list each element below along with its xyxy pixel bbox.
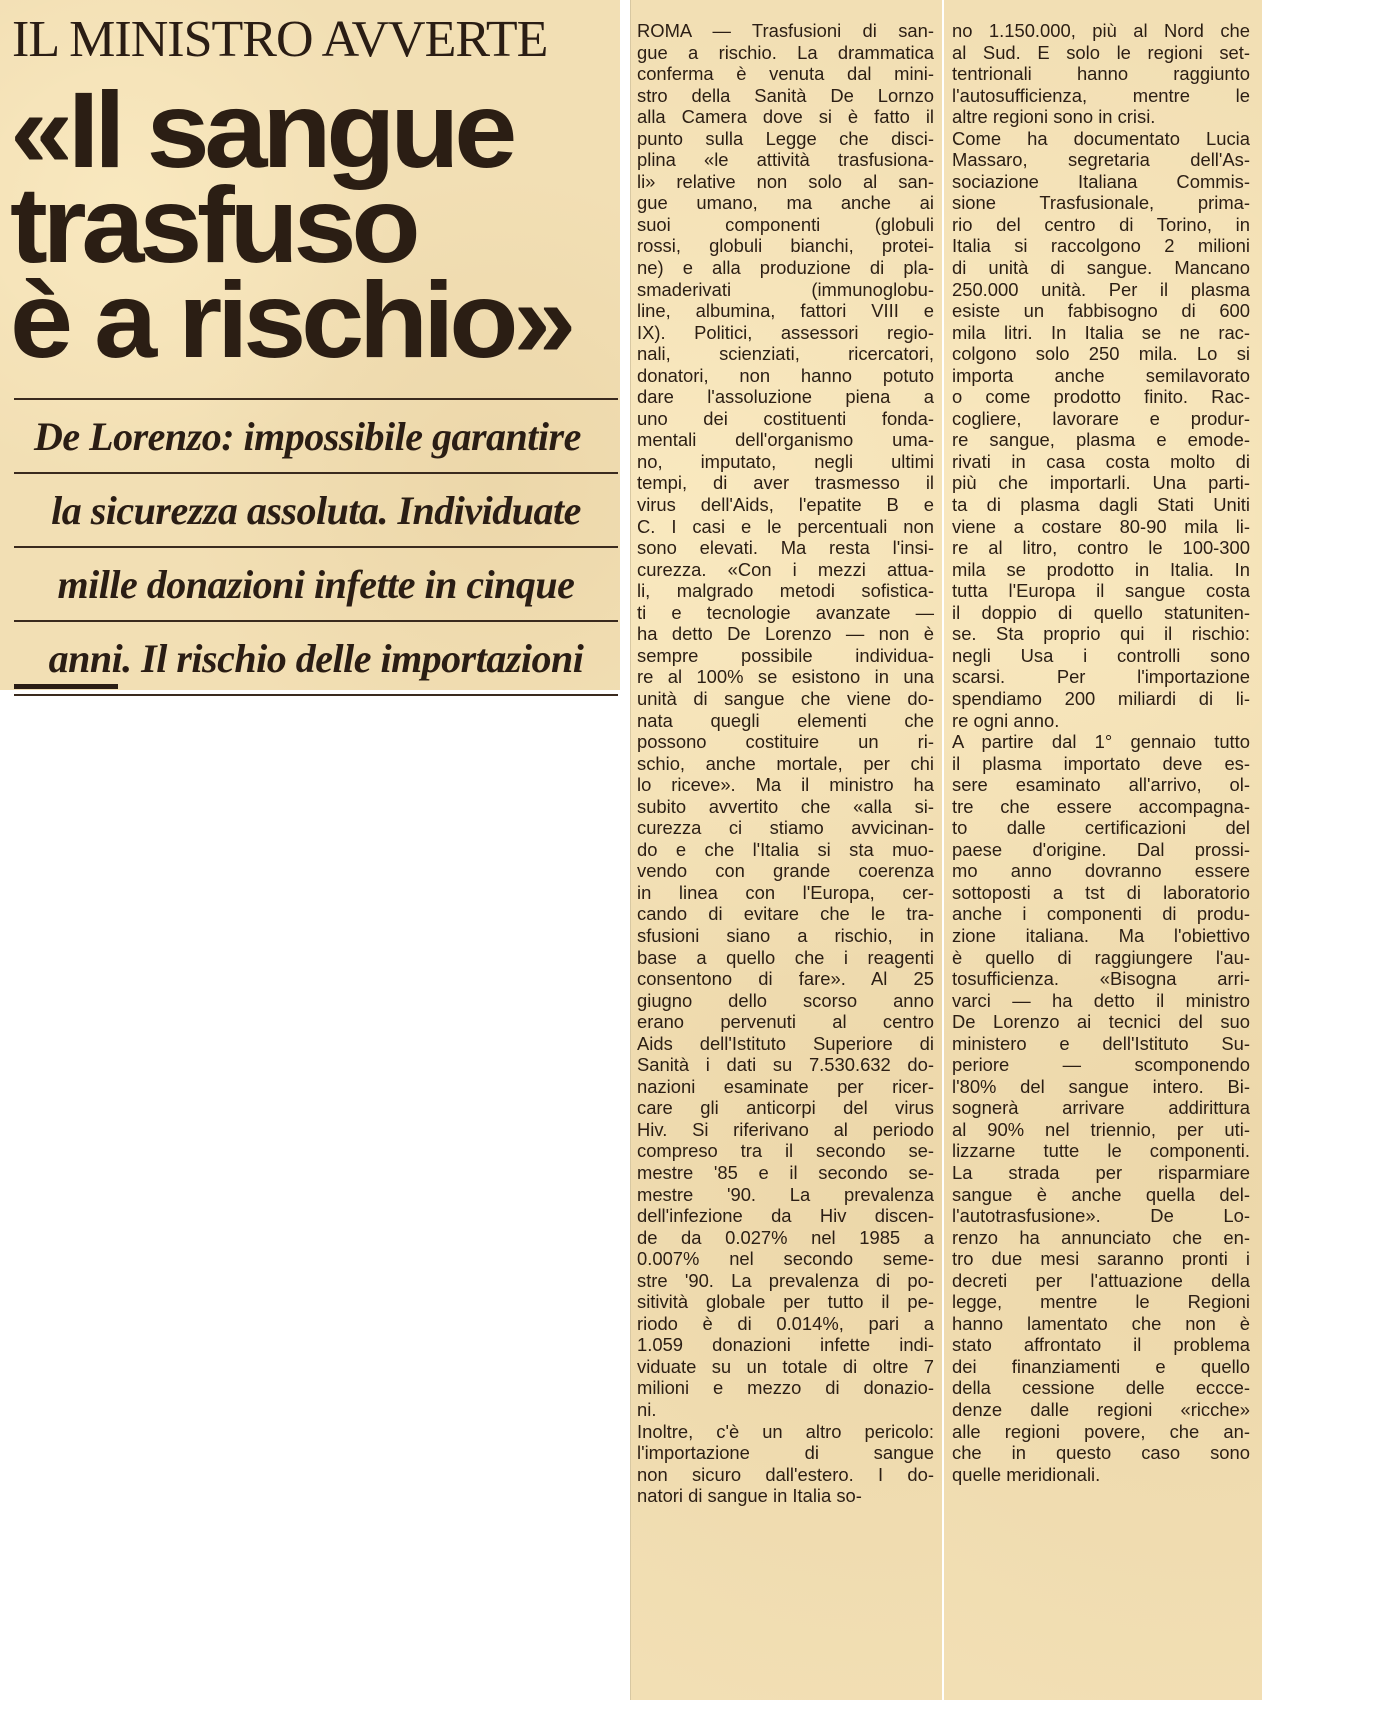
article-text-line: vendo con grande coerenza: [637, 860, 934, 882]
article-text-line: ta di plasma dagli Stati Uniti: [952, 494, 1250, 516]
article-text-line: tro due mesi saranno pronti i: [952, 1248, 1250, 1270]
article-text-line: altre regioni sono in crisi.: [952, 106, 1156, 128]
article-text-line: periore — scomponendo: [952, 1054, 1250, 1076]
article-text-line: gue umano, ma anche ai: [637, 192, 934, 214]
article-text-line: erano pervenuti al centro: [637, 1011, 934, 1033]
article-text-line: to dalle certificazioni del: [952, 817, 1250, 839]
article-text-line: rivati in casa costa molto di: [952, 450, 1250, 472]
kicker: IL MINISTRO AVVERTE: [12, 11, 548, 68]
article-text-line: sognerà arrivare addirittura: [952, 1097, 1250, 1119]
article-text-line: nali, scienziati, ricercatori,: [637, 343, 934, 365]
deck-line-4: anni. Il rischio delle importazioni: [14, 620, 618, 694]
article-text-line: sfusioni siano a rischio, in: [637, 924, 934, 946]
article-text-line: stro della Sanità De Lornzo: [637, 84, 934, 106]
article-text-line: importa anche semilavorato: [952, 364, 1250, 386]
article-text-line: curezza. «Con i mezzi attua-: [637, 558, 934, 580]
article-text-line: no, imputato, negli ultimi: [637, 450, 934, 472]
article-text-line: sere esaminato all'arrivo, ol-: [952, 774, 1250, 796]
article-text-line: virus dell'Aids, l'epatite B e: [637, 494, 934, 516]
article-text-line: dare l'assoluzione piena a: [637, 386, 934, 408]
main-title-line-1: «Il sangue: [10, 69, 513, 190]
article-text-line: line, albumina, fattori VIII e: [637, 300, 934, 322]
article-text-line: re al 100% se esistono in una: [637, 666, 934, 688]
article-text-line: non sicuro dall'estero. I do-: [637, 1463, 934, 1485]
article-text-line: C. I casi e le percentuali non: [637, 515, 934, 537]
article-text-line: tentrionali hanno raggiunto: [952, 63, 1250, 85]
column-1-text: [637, 20, 934, 1507]
article-column-2: [944, 0, 1262, 1700]
article-text-line: in linea con l'Europa, cer-: [637, 881, 934, 903]
article-text-line: ne) e alla produzione di pla-: [637, 257, 934, 279]
article-text-line: esiste un fabbisogno di 600: [952, 300, 1250, 322]
article-text-line: mo anno dovranno essere: [952, 860, 1250, 882]
article-text-line: alle regioni povere, che an-: [952, 1420, 1250, 1442]
article-text-line: cando di evitare che le tra-: [637, 903, 934, 925]
article-text-line: è quello di raggiungere l'au-: [952, 946, 1250, 968]
article-text-line: colgono solo 250 mila. Lo si: [952, 343, 1250, 365]
article-text-line: natori di sangue in Italia so-: [637, 1485, 862, 1507]
article-text-line: re sangue, plasma e emode-: [952, 429, 1250, 451]
article-text-line: sociazione Italiana Commis-: [952, 170, 1250, 192]
article-text-line: anche i componenti di produ-: [952, 903, 1250, 925]
article-text-line: tempi, di aver trasmesso il: [637, 472, 934, 494]
article-text-line: che in questo caso sono: [952, 1442, 1250, 1464]
article-text-line: base a quello che i reagenti: [637, 946, 934, 968]
article-text-line: nazioni esaminate per ricer-: [637, 1075, 934, 1097]
article-text-line: viduate su un totale di oltre 7: [637, 1355, 934, 1377]
article-text-line: milioni e mezzo di donazio-: [637, 1377, 934, 1399]
article-text-line: stato affrontato il problema: [952, 1334, 1250, 1356]
article-text-line: sione Trasfusionale, prima-: [952, 192, 1250, 214]
article-text-line: mestre '90. La prevalenza: [637, 1183, 934, 1205]
article-text-line: unità di sangue che viene do-: [637, 687, 934, 709]
article-text-line: tosufficienza. «Bisogna arri-: [952, 968, 1250, 990]
article-text-line: li» relative non solo al san-: [637, 170, 934, 192]
article-text-line: sono elevati. Ma resta l'insi-: [637, 537, 934, 559]
article-text-line: ministero e dell'Istituto Su-: [952, 1032, 1250, 1054]
article-text-line: 0.007% nel secondo seme-: [637, 1248, 934, 1270]
main-title-line-2: trasfuso: [10, 164, 416, 285]
deck-line-2: la sicurezza assoluta. Individuate: [14, 472, 618, 546]
deck-line-1: De Lorenzo: impossibile garantire: [14, 398, 618, 472]
article-text-line: legge, mentre le Regioni: [952, 1291, 1250, 1313]
article-text-line: mentali dell'organismo uma-: [637, 429, 934, 451]
article-text-line: sempre possibile individua-: [637, 644, 934, 666]
article-text-line: tre che essere accompagna-: [952, 795, 1250, 817]
article-text-line: ha detto De Lorenzo — non è: [637, 623, 934, 645]
article-text-line: l'autotrasfusione». De Lo-: [952, 1205, 1250, 1227]
article-text-line: La strada per risparmiare: [952, 1161, 1250, 1183]
article-text-line: Inoltre, c'è un altro pericolo:: [637, 1420, 934, 1442]
article-text-line: sottoposti a tst di laboratorio: [952, 881, 1250, 903]
article-text-line: de da 0.027% nel 1985 a: [637, 1226, 934, 1248]
rule-accent: [14, 684, 118, 689]
article-text-line: tutta l'Europa il sangue costa: [952, 580, 1250, 602]
article-text-line: rio del centro di Torino, in: [952, 213, 1250, 235]
article-text-line: li, malgrado metodi sofistica-: [637, 580, 934, 602]
article-text-line: ti e tecnologie avanzate —: [637, 601, 934, 623]
article-text-line: compreso tra il secondo se-: [637, 1140, 934, 1162]
column-2-text: [952, 20, 1250, 1485]
article-text-line: alla Camera dove si è fatto il: [637, 106, 934, 128]
article-text-line: suoi componenti (globuli: [637, 213, 934, 235]
headline-panel: [0, 0, 620, 690]
article-text-line: subito avvertito che «alla si-: [637, 795, 934, 817]
article-text-line: se. Sta proprio qui il rischio:: [952, 623, 1250, 645]
article-text-line: Massaro, segretaria dell'As-: [952, 149, 1250, 171]
article-text-line: decreti per l'attuazione della: [952, 1269, 1250, 1291]
article-text-line: do e che l'Italia si sta muo-: [637, 838, 934, 860]
article-text-line: scarsi. Per l'importazione: [952, 666, 1250, 688]
article-text-line: sitività globale per tutto il pe-: [637, 1291, 934, 1313]
article-text-line: curezza ci stiamo avvicinan-: [637, 817, 934, 839]
article-text-line: mila litri. In Italia se ne rac-: [952, 321, 1250, 343]
article-text-line: o come prodotto finito. Rac-: [952, 386, 1250, 408]
article-text-line: l'autosufficienza, mentre le: [952, 84, 1250, 106]
article-text-line: Come ha documentato Lucia: [952, 127, 1250, 149]
article-text-line: plina «le attività trasfusiona-: [637, 149, 934, 171]
article-text-line: consentono di fare». Al 25: [637, 968, 934, 990]
article-text-line: mila se prodotto in Italia. In: [952, 558, 1250, 580]
article-text-line: A partire dal 1° gennaio tutto: [952, 731, 1250, 753]
article-text-line: dell'infezione da Hiv discen-: [637, 1205, 934, 1227]
article-text-line: donatori, non hanno potuto: [637, 364, 934, 386]
article-text-line: schio, anche mortale, per chi: [637, 752, 934, 774]
article-text-line: il doppio di quello statuniten-: [952, 601, 1250, 623]
article-text-line: al Sud. E solo le regioni set-: [952, 41, 1250, 63]
deck-line-3: mille donazioni infette in cinque: [14, 546, 618, 620]
article-text-line: viene a costare 80-90 mila li-: [952, 515, 1250, 537]
article-text-line: Hiv. Si riferivano al periodo: [637, 1118, 934, 1140]
article-text-line: zione italiana. Ma l'obiettivo: [952, 924, 1250, 946]
article-text-line: spendiamo 200 miliardi di li-: [952, 687, 1250, 709]
article-text-line: 250.000 unità. Per il plasma: [952, 278, 1250, 300]
article-text-line: il plasma importato deve es-: [952, 752, 1250, 774]
article-text-line: re ogni anno.: [952, 709, 1060, 731]
article-text-line: sangue è anche quella del-: [952, 1183, 1250, 1205]
article-text-line: quelle meridionali.: [952, 1463, 1101, 1485]
article-text-line: De Lorenzo ai tecnici del suo: [952, 1011, 1250, 1033]
article-text-line: cogliere, lavorare e produr-: [952, 407, 1250, 429]
article-text-line: 1.059 donazioni infette indi-: [637, 1334, 934, 1356]
article-text-line: paese d'origine. Dal prossi-: [952, 838, 1250, 860]
article-text-line: conferma è venuta dal mini-: [637, 63, 934, 85]
article-text-line: ni.: [637, 1399, 657, 1420]
article-text-line: care gli anticorpi del virus: [637, 1097, 934, 1119]
article-text-line: giugno dello scorso anno: [637, 989, 934, 1011]
main-title: [10, 69, 651, 380]
article-text-line: di unità di sangue. Mancano: [952, 257, 1250, 279]
article-text-line: uno dei costituenti fonda-: [637, 407, 934, 429]
article-text-line: rossi, globuli bianchi, protei-: [637, 235, 934, 257]
article-text-line: possono costituire un ri-: [637, 731, 934, 753]
article-text-line: Sanità i dati su 7.530.632 do-: [637, 1054, 934, 1076]
article-text-line: lizzarne tutte le componenti.: [952, 1140, 1250, 1162]
article-text-line: Italia si raccolgono 2 milioni: [952, 235, 1250, 257]
article-text-line: renzo ha annunciato che en-: [952, 1226, 1250, 1248]
article-text-line: varci — ha detto il ministro: [952, 989, 1250, 1011]
article-text-line: punto sulla Legge che disci-: [637, 127, 934, 149]
article-text-line: Aids dell'Istituto Superiore di: [637, 1032, 934, 1054]
article-text-line: l'80% del sangue intero. Bi-: [952, 1075, 1250, 1097]
article-text-line: al 90% nel triennio, per uti-: [952, 1118, 1250, 1140]
article-text-line: negli Usa i controlli sono: [952, 644, 1250, 666]
article-text-line: gue a rischio. La drammatica: [637, 41, 934, 63]
article-text-line: no 1.150.000, più al Nord che: [952, 20, 1250, 41]
article-text-line: dei finanziamenti e quello: [952, 1355, 1250, 1377]
deck-bottom-rule: [14, 694, 618, 696]
article-text-line: smaderivati (immunoglobu-: [637, 278, 934, 300]
article-text-line: l'importazione di sangue: [637, 1442, 934, 1464]
article-text-line: nata quegli elementi che: [637, 709, 934, 731]
article-text-line: hanno lamentato che non è: [952, 1312, 1250, 1334]
article-text-line: ROMA — Trasfusioni di san-: [637, 20, 934, 41]
article-text-line: riodo è di 0.014%, pari a: [637, 1312, 934, 1334]
article-text-line: mestre '85 e il secondo se-: [637, 1161, 934, 1183]
article-text-line: della cessione delle eccce-: [952, 1377, 1250, 1399]
article-text-line: stre '90. La prevalenza di po-: [637, 1269, 934, 1291]
article-text-line: IX). Politici, assessori regio-: [637, 321, 934, 343]
article-text-line: re al litro, contro le 100-300: [952, 537, 1250, 559]
article-text-line: denze dalle regioni «ricche»: [952, 1399, 1250, 1420]
article-column-1: [630, 0, 942, 1700]
main-title-line-3: è a rischio»: [10, 259, 572, 380]
article-text-line: più che importarli. Una parti-: [952, 472, 1250, 494]
article-text-line: lo riceve». Ma il ministro ha: [637, 774, 934, 796]
subheadline-deck: [14, 398, 618, 696]
